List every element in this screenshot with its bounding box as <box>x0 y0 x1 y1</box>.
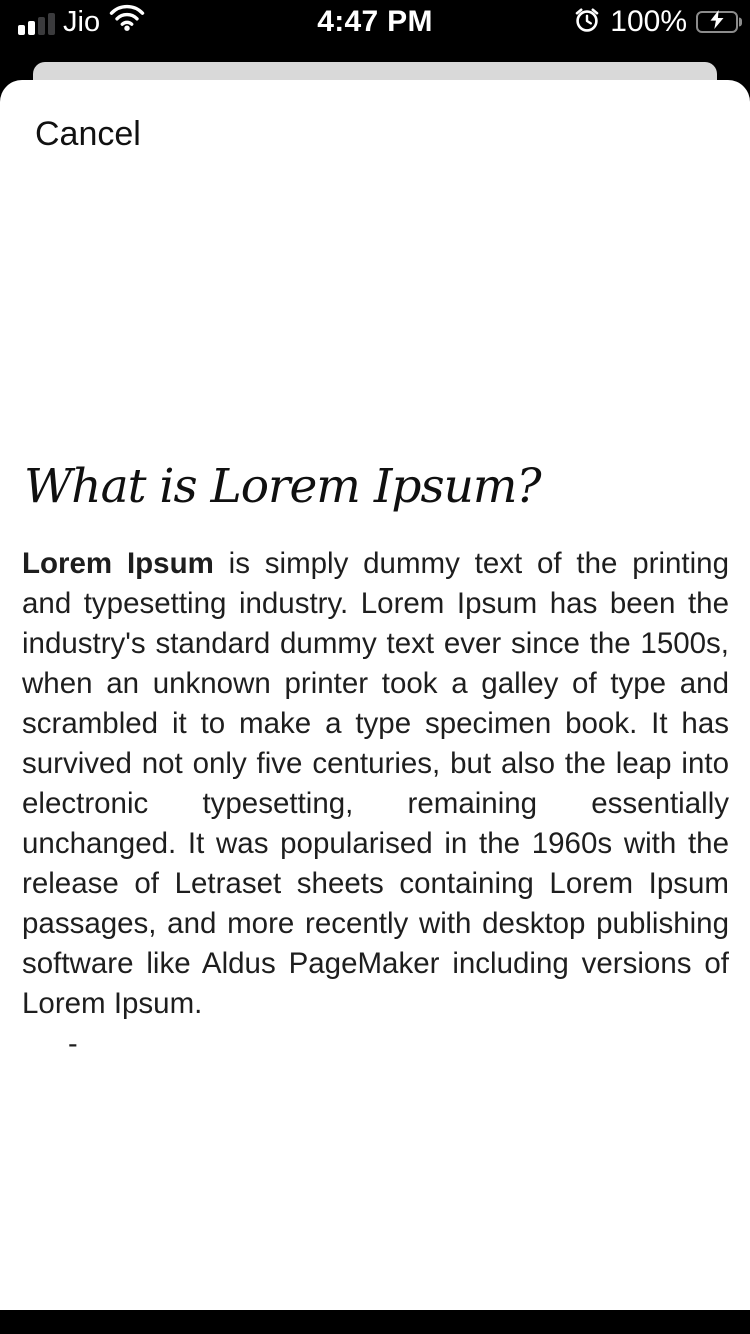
article-heading: What is Lorem Ipsum? <box>24 459 541 514</box>
carrier-label: Jio <box>63 6 101 38</box>
lead-bold-text: Lorem Ipsum <box>22 547 214 580</box>
battery-percent-label: 100% <box>610 5 687 38</box>
article-paragraph <box>22 544 729 1024</box>
battery-charging-icon <box>696 11 738 33</box>
time-label: 4:47 PM <box>317 5 433 38</box>
modal-sheet <box>0 80 750 1334</box>
cancel-button[interactable]: Cancel <box>35 115 141 153</box>
bolt-icon <box>709 10 726 34</box>
status-bar <box>0 0 750 44</box>
alarm-clock-icon <box>573 6 601 39</box>
bottom-black-bar <box>0 1310 750 1334</box>
paragraph-body-text: is simply dummy text of the printing and typesetting industry. Lorem Ipsum has been the industry's standard dummy text ever since the 1500s, when an unknown printer took a galley of type and scrambled it to make a type specimen book. It has survived not only five centuries, but also the leap into electronic typesetting, remaining essentially unchanged. It was popularised in the 1960s with the release of Letraset sheets containing Lorem Ipsum passages, and more recently with desktop publishing software like Aldus PageMaker including versions of Lorem Ipsum. <box>22 547 729 1020</box>
status-bar-right-group <box>573 6 738 38</box>
list-dash-marker: - <box>68 1028 78 1060</box>
